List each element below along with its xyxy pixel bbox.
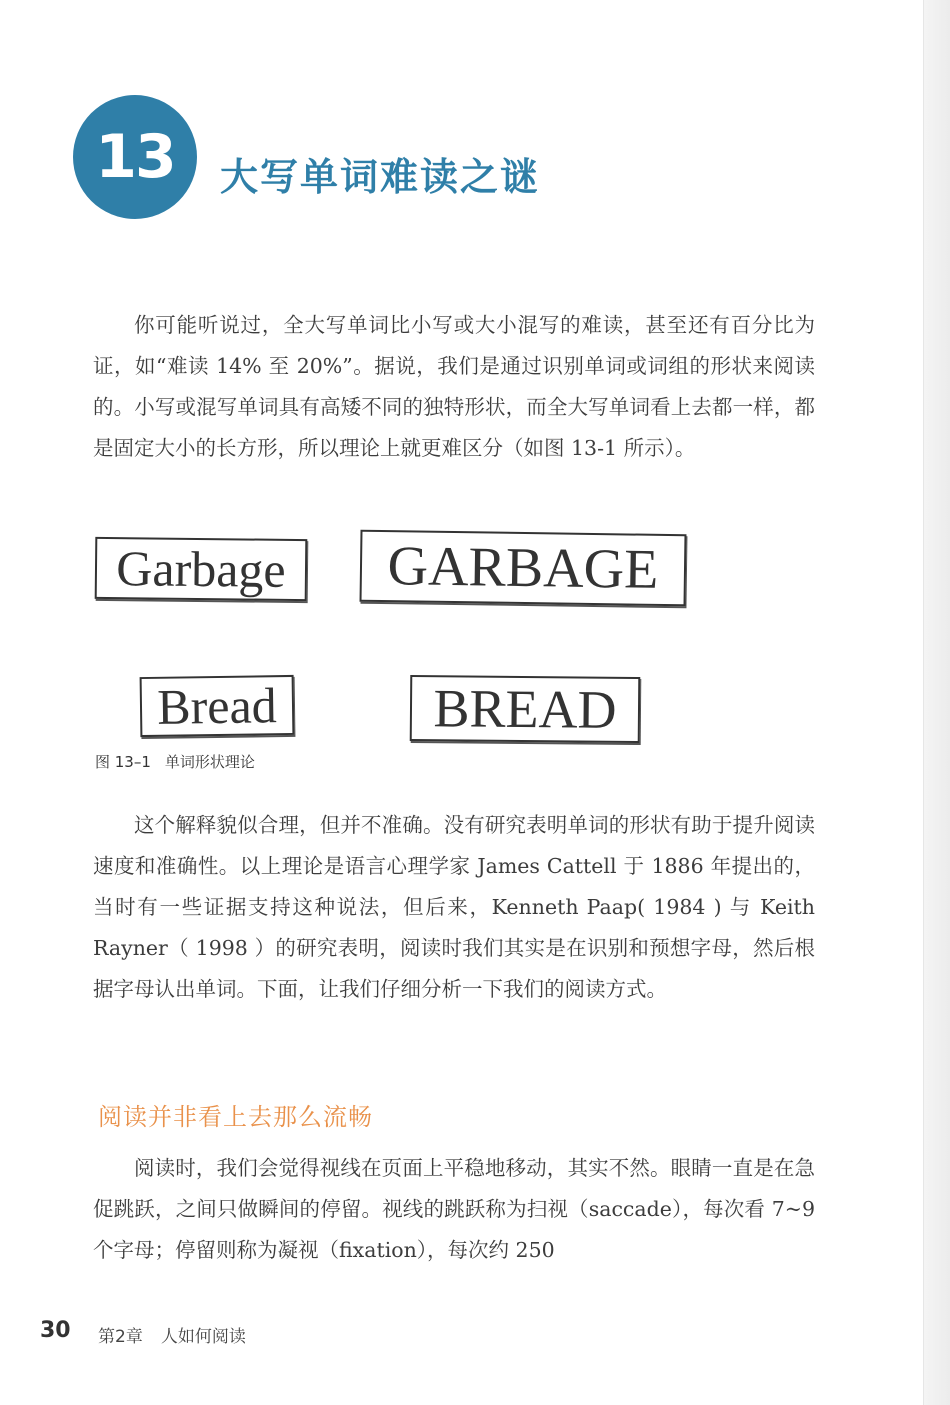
footer-chapter: 第2章 bbox=[98, 1327, 143, 1347]
chapter-title: 大写单词难读之谜 bbox=[220, 155, 541, 199]
paragraph-intro: 你可能听说过，全大写单词比小写或大小混写的难读，甚至还有百分比为证，如“难读 14% 至 20%”。据说，我们是通过识别单词或词组的形状来阅读的。小写或混写单词具有高矮不同的独特形状，而全大写单词看上去都一样，都是固定大小的长方形，所以理论上就更难区分（如图 13-1 所示）。 bbox=[93, 313, 815, 460]
page-number: 30 bbox=[40, 1318, 71, 1343]
figure-caption-label: 图 13–1 bbox=[95, 753, 151, 771]
figure-caption-text: 单词形状理论 bbox=[164, 753, 255, 771]
section-heading: 阅读并非看上去那么流畅 bbox=[98, 1103, 373, 1131]
figure-caption bbox=[95, 751, 255, 772]
footer-chapter-title: 人如何阅读 bbox=[160, 1327, 246, 1347]
page-edge bbox=[923, 0, 950, 1405]
running-footer bbox=[98, 1322, 246, 1347]
word-shape-bread-caps: BREAD bbox=[410, 675, 641, 743]
chapter-number-badge bbox=[73, 95, 197, 219]
paragraph-explanation: 这个解释貌似合理，但并不准确。没有研究表明单词的形状有助于提升阅读速度和准确性。以上理论是语言心理学家 James Cattell 于 1886 年提出的，当时有一些证据支持这种说法，但后来，Kenneth Paap( 1984 ) 与 Keith Rayner（ 1998 ）的研究表明，阅读时我们其实是在识别和预想字母，然后根据字母认出单词。下面，让我们仔细分析一下我们的阅读方式。 bbox=[93, 813, 815, 1001]
paragraph-reading: 阅读时，我们会觉得视线在页面上平稳地移动，其实不然。眼睛一直是在急促跳跃，之间只做瞬间的停留。视线的跳跃称为扫视（saccade），每次看 7~9 个字母；停留则称为凝视（fixation），每次约 250 bbox=[93, 1156, 815, 1262]
word-shape-garbage-caps: GARBAGE bbox=[360, 530, 687, 607]
word-shape-garbage-mixed: Garbage bbox=[95, 537, 308, 601]
chapter-number: 13 bbox=[95, 122, 175, 192]
word-shape-bread-mixed: Bread bbox=[140, 675, 295, 737]
